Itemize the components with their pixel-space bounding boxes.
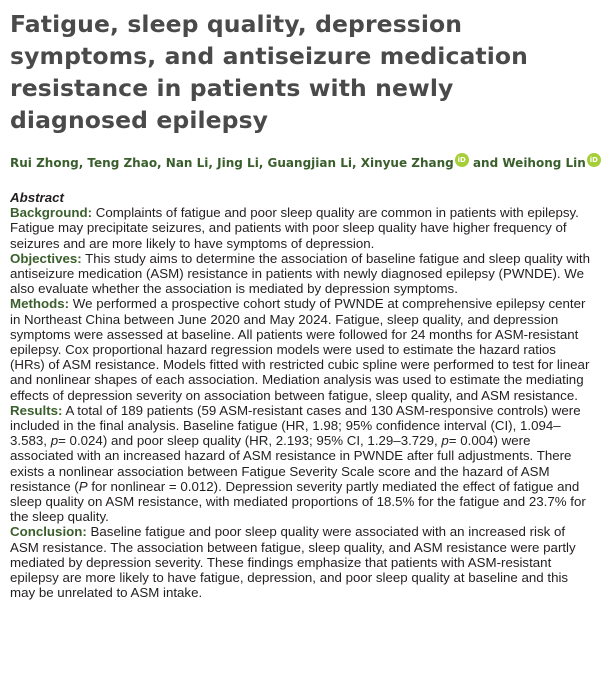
abstract-conclusion (10, 524, 594, 600)
abstract-objectives (10, 251, 594, 297)
methods-label: Methods: (10, 296, 70, 312)
abstract-background (10, 205, 594, 251)
orcid-icon[interactable]: iD (455, 153, 469, 167)
results-p-value-symbol: p (441, 433, 449, 449)
results-text-4: for nonlinear = 0.012). Depression severity partly mediated the effect of fatigue and sleep quality on ASM resistance, with mediated proportions of 18.5% for the fatigue and 23.7% for the sleep quality. (10, 478, 586, 525)
orcid-icon[interactable]: iD (587, 153, 601, 167)
article-title: Fatigue, sleep quality, depression symptoms, and antiseizure medication resistance in patients with newly diagnosed epilepsy (10, 10, 528, 134)
results-text-1: A total of 189 patients (59 ASM-resistant cases and 130 ASM-responsive controls) were included in the final analysis. Baseline fatigue (HR, 1.98; 95% confidence interval (CI), 1.094–3.583, (10, 402, 581, 449)
conclusion-label: Conclusion: (10, 524, 87, 540)
author-last[interactable]: Weihong Lin (502, 156, 586, 170)
article-header (10, 8, 598, 601)
background-text: Complaints of fatigue and poor sleep quality are common in patients with epilepsy. Fatigue may precipitate seizures, and patients with poor sleep quality have higher frequency of seizures and are more likely to have symptoms of depression. (10, 205, 579, 251)
background-label: Background: (10, 205, 93, 221)
results-p-value-symbol: P (78, 478, 88, 494)
results-text-3: = 0.004) were associated with an increased hazard of ASM resistance in PWNDE after full adjustments. There exists a nonlinear association between Fatigue Severity Scale score and the hazard of ASM resistance ( (10, 433, 572, 494)
authors-connector: and (472, 156, 499, 170)
abstract (10, 190, 594, 600)
results-p-value-symbol: p (50, 433, 59, 449)
author-list (10, 154, 598, 172)
methods-text: We performed a prospective cohort study of PWNDE at comprehensive epilepsy center in Northeast China between June 2020 and May 2024. Fatigue, sleep quality, and depression symptoms were assessed at baseline. All patients were followed for 24 months for ASM-resistant epilepsy. Cox proportional hazard regression models were used to estimate the hazard ratios (HRs) of ASM resistance. Models fitted with restricted cubic spline were performed to test for linear and nonlinear shapes of each association. Mediation analysis was used to estimate the mediating effects of depression severity on association between fatigue, sleep quality, and ASM resistance. (10, 296, 590, 403)
conclusion-text: Baseline fatigue and poor sleep quality were associated with an increased risk of ASM resistance. The association between fatigue, sleep quality, and ASM resistance were partly mediated by depression severity. These findings emphasize that patients with ASM-resistant epilepsy are more likely to have fatigue, depression, and poor sleep quality at baseline and this may be unrelated to ASM intake. (10, 524, 576, 601)
abstract-heading: Abstract (10, 190, 64, 205)
objectives-label: Objectives: (10, 250, 82, 266)
authors-text[interactable]: Rui Zhong, Teng Zhao, Nan Li, Jing Li, Guangjian Li, Xinyue Zhang (10, 156, 454, 170)
abstract-methods (10, 296, 594, 402)
abstract-results (10, 403, 594, 525)
results-text-2: = 0.024) and poor sleep quality (HR, 2.193; 95% CI, 1.29–3.729, (58, 433, 438, 449)
results-label: Results: (10, 402, 63, 418)
objectives-text: This study aims to determine the association of baseline fatigue and sleep quality with antiseizure medication (ASM) resistance in patients with newly diagnosed epilepsy (PWNDE). We also evaluate whether the association is mediated by depression symptoms. (10, 250, 590, 297)
